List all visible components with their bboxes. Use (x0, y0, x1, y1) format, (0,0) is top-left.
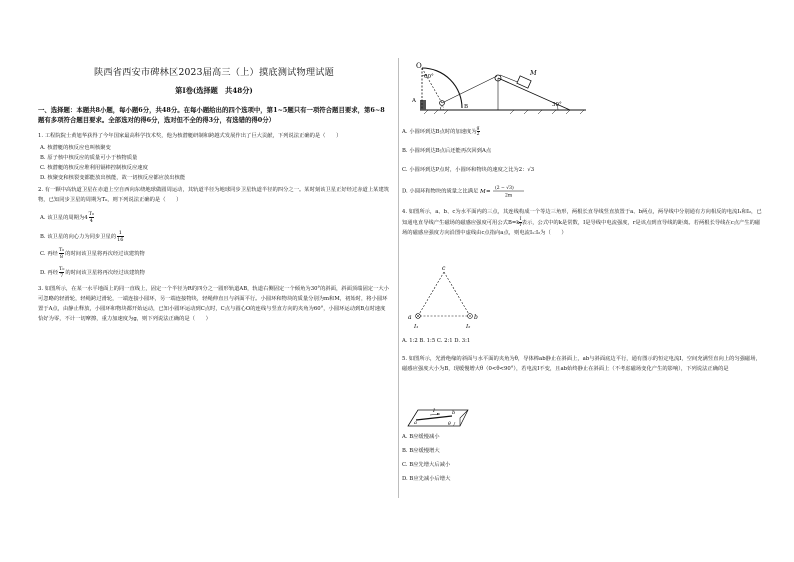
right-column-q5-options (402, 432, 762, 488)
right-column-lower (402, 336, 762, 374)
svg-text:(2 − √3): (2 − √3) (494, 186, 514, 191)
label-current: I (433, 408, 435, 414)
frac-den: 7 (60, 273, 64, 279)
frac-num: I (519, 217, 522, 222)
question-3-option-a-text: A. 小圆环到达B点时的加速度为 (402, 129, 477, 135)
frac-num: T₀ (88, 211, 94, 217)
question-3-option-d-text: D. 小圆环和物块的质量之比满足 (402, 188, 479, 195)
question-1-stem: 1. 工程院院士黄旭华获得了今年国家最高科学技术奖，他为核潜艇研制和跨越式发展作出了巨大贡献，下列说法正确的是（ ） (38, 133, 342, 139)
right-column (402, 126, 762, 238)
label-m: M (530, 69, 537, 77)
fraction-t0-over-4 (89, 211, 94, 224)
column-divider (398, 58, 399, 498)
question-3-option-a (402, 126, 762, 137)
svg-text:M: M (479, 189, 486, 195)
question-2-option-a (40, 211, 390, 226)
frac-num: T₀ (58, 247, 65, 253)
frac-den: 8 (59, 254, 64, 260)
fraction-t0-over-7 (59, 266, 64, 279)
label-c-point: c (442, 265, 446, 272)
frac-den: 2 (476, 132, 480, 137)
label-c: C (440, 106, 444, 112)
question-2-option-b-text: B. 该卫星的向心力为同步卫星的 (40, 234, 117, 240)
label-angle-60: 60° (424, 74, 434, 80)
question-2-option-d-tail: 的时间该卫星将再次经过该建筑物 (65, 270, 145, 276)
fraction-1-over-16 (117, 230, 123, 243)
label-a-end: a (414, 420, 417, 426)
label-theta: θ (448, 422, 451, 427)
section-instructions: 一、选择题：本题共8小题，每小题6分，共48分。在每小题给出的四个选项中，第1~5题只有一项符合题目要求，第6~8题有多项符合题目要求。全部选对的得6分，选对但不全的得3分，有选错的得0分） (38, 106, 385, 124)
question-5-option-a: A. B应缓慢减小 (402, 434, 440, 440)
figure-ring-incline (410, 58, 590, 120)
left-column (38, 60, 390, 326)
question-1-option-d: D. 核聚变和核裂变都能放出核能，故一切核反应都应放出核能 (40, 175, 186, 181)
question-4-options: A. 1:2 B. 1:5 C. 2:1 D. 3:1 (402, 338, 471, 344)
question-2-option-d-text: D. 再经 (40, 270, 59, 276)
frac-num: T₀ (59, 266, 65, 272)
label-b-point: b (474, 314, 478, 321)
question-2-option-c (40, 247, 390, 262)
exam-title: 陕西省西安市碑林区2023届高三（上）摸底测试物理试题 (93, 67, 335, 78)
question-4-stem (402, 207, 762, 238)
question-4-stem-tail: 表示，公式中的k是常数，I是导线中电流强度，r是该点到直导线的距离。若两根长导线在c点产生的磁场的磁感应强度方向沿图中虚线由c点指向a点，则电流I₁:I₂为（ ） (402, 220, 761, 236)
svg-text:=: = (485, 189, 491, 195)
formula-mass-ratio (480, 184, 526, 198)
question-3-option-d (402, 184, 762, 198)
question-1-option-c: C. 核潜艇的核反应堆利用镉棒控制核反应速度 (40, 165, 148, 171)
frac-den: 4 (89, 218, 93, 224)
question-5-option-b: B. B应缓慢增大 (402, 448, 440, 454)
label-a: A (412, 98, 416, 104)
label-i1: I₁ (414, 324, 419, 330)
label-a-point: a (408, 314, 412, 321)
question-2-option-d (40, 266, 390, 281)
fraction-t0-over-8 (59, 247, 64, 260)
svg-text:2m: 2m (504, 193, 513, 198)
figure-incline-rod (404, 400, 474, 430)
question-2-option-c-text: C. 再经 (40, 251, 58, 257)
frac-den: 16 (117, 237, 124, 243)
question-2-option-b (40, 230, 390, 245)
frac-num: g (476, 126, 480, 131)
label-b: B (464, 104, 469, 110)
label-b-end: b (452, 410, 456, 416)
question-3-stem: 3. 如图所示，在某一水平地面上的同一直线上，固定一个半径为R的四分之一圆形轨道AB，轨道右侧固定一个倾角为30°的斜面，斜面顶端固定一大小可忽略的轻滑轮，轻绳跨过滑轮，一端连接小圆环，另一端连接物块，轻绳伸直且与斜面平行。小圆环和物块的质量分别为m和M，初始时，将小圆环置于A点，由静止释放，小圆环和物块都开始运动，已知小圆环运动到C点时，C点与圆心O的连线与竖直方向的夹角为60°，小圆环运动到B点时速度恰好为零，不计一切摩擦，重力加速度为g，则下列说法正确的是（ ） (38, 286, 389, 322)
question-1-option-b: B. 原子核中核反应的质量可小于核物质量 (40, 155, 138, 161)
fraction-g-over-2 (477, 126, 480, 137)
question-5-option-c: C. B应先增大后减小 (402, 462, 451, 468)
frac-num: 1 (118, 230, 122, 236)
figure-triangle-wires (408, 264, 488, 332)
label-angle-30: 30° (552, 102, 562, 108)
question-2-option-a-text: A. 该卫星的周期为4 (40, 215, 88, 221)
question-5-option-d: D. B应先减小后增大 (402, 476, 451, 482)
label-o: O (416, 62, 422, 70)
question-1-option-a: A. 核潜艇的核反应也叫核聚变 (40, 145, 111, 151)
question-5-stem: 5. 如图所示，光滑绝缘的斜面与水平面的夹角为θ，导体棒ab静止在斜面上，ab与斜面底边平行，通有图示的恒定电流I，空间充满竖直向上的匀强磁场，磁感应强度大小为B，现缓慢增大θ（0<θ<90°），若电流I不变，且ab始终静止在斜面上（不考虑磁场变化产生的影响），下列说法正确的是 (402, 356, 761, 372)
question-3-option-c: C. 小圆环到达P点时，小圆环和物块的速度之比为2：√3 (402, 167, 535, 173)
question-2-option-c-tail: 的时间该卫星将再次经过该建筑物 (65, 251, 145, 257)
question-2-stem: 2. 有一颗中高轨道卫星在赤道上空自西向东绕地球做圆周运动，其轨道半径为地球同步卫星轨道半径的四分之一。某时刻该卫星正好经过赤道上某建筑物，已知同步卫星的周期为T₀，则下列说法正确的是（ ） (38, 187, 390, 203)
question-4-stem-text: 4. 如图所示，a、b、c为水平面内的三点，其连线构成一个等边三角形，两根长直导线竖直放置于a、b两点，两导线中分别通有方向相反的电流I₁和I₂，已知通电直导线产生磁场的磁感应强度可用公式B=k (402, 209, 762, 226)
frac-den: r (519, 223, 522, 228)
part-title: 第Ⅰ卷(选择题 共48分) (175, 86, 253, 95)
label-i2: I₂ (466, 324, 471, 330)
question-3-option-b: B. 小圆环到达B点后还能再次回到A点 (402, 148, 492, 154)
